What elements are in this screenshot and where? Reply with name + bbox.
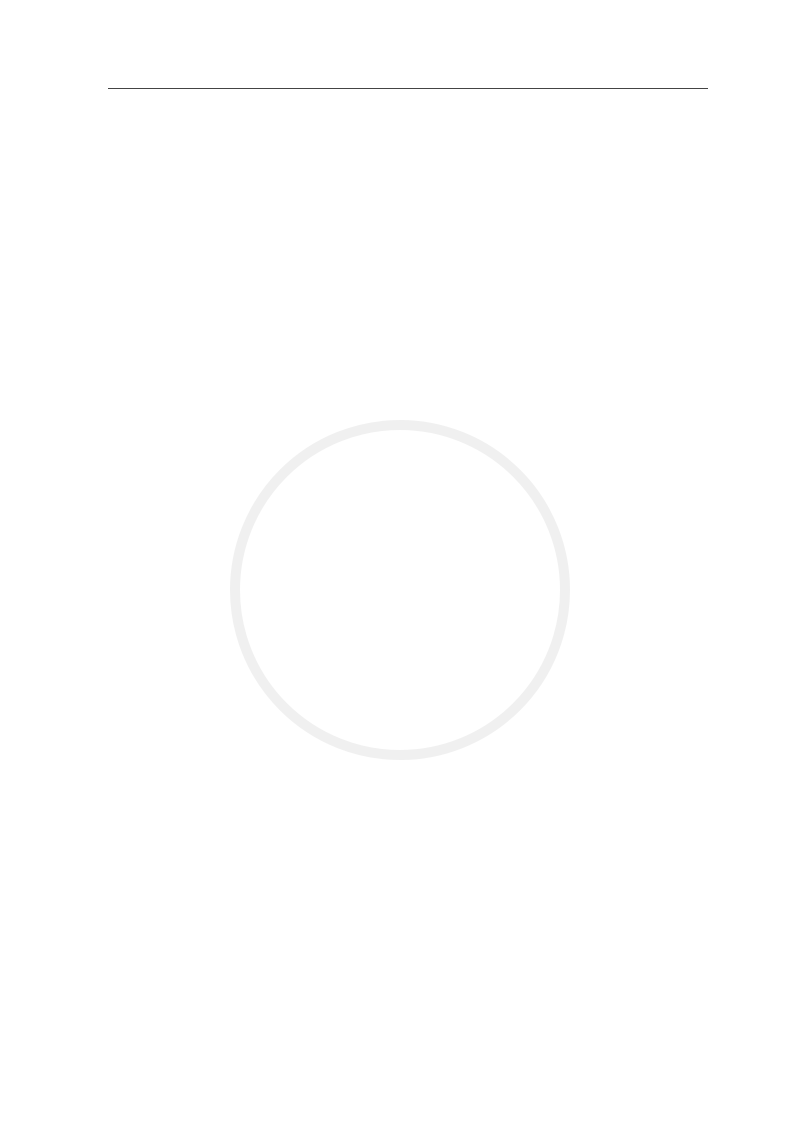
page-header	[108, 66, 708, 89]
watermark-seal	[230, 420, 570, 760]
